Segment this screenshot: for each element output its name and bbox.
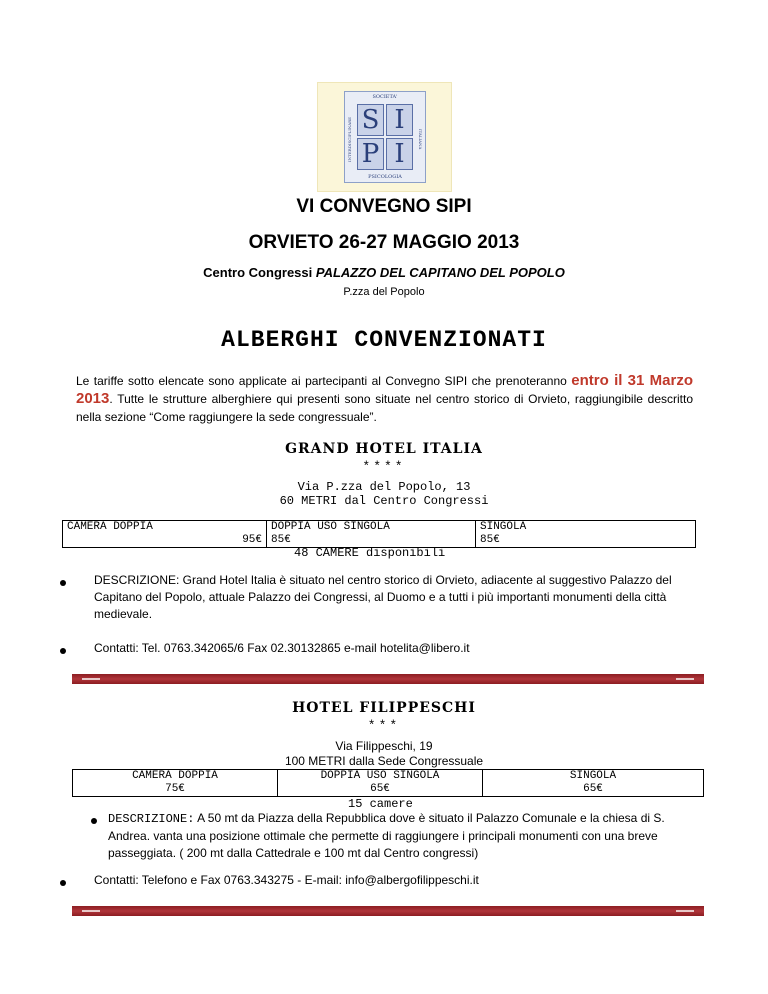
bullet-icon <box>91 818 97 824</box>
venue-prefix: Centro Congressi <box>203 265 313 280</box>
rate-cell <box>63 521 267 548</box>
room-type: CAMERA DOPPIA <box>67 521 153 533</box>
room-price: 95€ <box>242 534 262 546</box>
logo-bottom-text: PSICOLOGIA <box>368 174 402 180</box>
venue-name: PALAZZO DEL CAPITANO DEL POPOLO <box>315 265 565 280</box>
deadline-highlight: entro il 31 Marzo 2013 <box>76 372 693 407</box>
bullet-icon <box>60 580 66 586</box>
venue-line <box>0 265 768 280</box>
description-text: A 50 mt da Piazza della Repubblica dove è situato il Palazzo Comunale e la chiesa di S. Andrea. vanta una posizione ottimale che permette di raggiungere i principali monumenti con una breve passeggiata. ( 200 mt dalla Cattedrale e 100 mt dal Centro congressi) <box>108 811 665 860</box>
section-divider <box>72 906 704 916</box>
rate-cell <box>73 770 278 797</box>
rooms-available: 48 CAMERE disponibili <box>294 546 446 560</box>
room-type: SINGOLA <box>480 521 527 533</box>
intro-paragraph <box>76 372 693 426</box>
room-price: 85€ <box>271 534 291 546</box>
rates-table <box>72 769 704 797</box>
room-price: 75€ <box>165 783 185 795</box>
rate-cell <box>267 521 476 548</box>
logo-letter: P <box>357 138 384 170</box>
hotel-description: DESCRIZIONE: Grand Hotel Italia è situato nel centro storico di Orvieto, adiacente al suggestivo Palazzo del Capitano del Popolo, attuale Palazzo dei Congressi, al Duomo e a tutti i più importanti monumenti della città medievale. <box>94 573 672 621</box>
rates-table <box>62 520 696 548</box>
hotel-stars: **** <box>362 459 406 474</box>
description-label: DESCRIZIONE: <box>108 812 195 826</box>
logo-emblem <box>344 91 426 183</box>
logo-letter: I <box>386 104 413 136</box>
room-price: 65€ <box>583 783 603 795</box>
rooms-available: 15 camere <box>348 797 413 811</box>
logo-top-text: SOCIETA' <box>372 94 398 100</box>
rate-cell <box>476 521 696 548</box>
venue-address: P.zza del Popolo <box>343 286 425 298</box>
section-divider <box>72 674 704 684</box>
room-type: SINGOLA <box>569 770 617 782</box>
convention-title: VI CONVEGNO SIPI <box>296 196 472 217</box>
room-price: 65€ <box>370 783 390 795</box>
room-type: DOPPIA USO SINGOLA <box>271 521 390 533</box>
hotel-distance: 60 METRI dal Centro Congressi <box>279 494 489 508</box>
bullet-icon <box>60 648 66 654</box>
hotel-description <box>108 810 706 862</box>
hotel-stars: *** <box>367 718 401 733</box>
sipi-logo <box>317 82 452 192</box>
logo-left-text: INTERDISCIPLINARE <box>347 116 352 162</box>
convention-dates: ORVIETO 26-27 MAGGIO 2013 <box>248 232 520 253</box>
intro-text-end: . Tutte le strutture alberghiere qui presenti sono situate nel centro storico di Orvieto, raggiungibile descritto nella sezione “Come raggiungere la sede congressuale”. <box>76 392 693 424</box>
logo-letter: S <box>357 104 384 136</box>
hotel-address: Via Filippeschi, 19 <box>335 739 433 753</box>
rate-cell <box>278 770 483 797</box>
room-type: CAMERA DOPPIA <box>132 770 218 782</box>
hotel-name: HOTEL FILIPPESCHI <box>292 700 476 716</box>
hotel-distance: 100 METRI dalla Sede Congressuale <box>284 754 484 768</box>
bullet-icon <box>60 880 66 886</box>
rate-cell <box>483 770 704 797</box>
hotel-name: GRAND HOTEL ITALIA <box>285 441 483 457</box>
page-title: ALBERGHI CONVENZIONATI <box>221 327 547 353</box>
hotel-contacts: Contatti: Tel. 0763.342065/6 Fax 02.30132865 e-mail hotelita@libero.it <box>94 641 470 655</box>
room-type: DOPPIA USO SINGOLA <box>320 770 440 782</box>
room-price: 85€ <box>480 534 500 546</box>
hotel-contacts: Contatti: Telefono e Fax 0763.343275 - E-mail: info@albergofilippeschi.it <box>94 873 479 887</box>
intro-text: Le tariffe sotto elencate sono applicate ai partecipanti al Convegno SIPI che prenoteranno <box>76 374 567 388</box>
hotel-address: Via P.zza del Popolo, 13 <box>297 480 471 494</box>
logo-letters <box>357 104 413 170</box>
logo-letter: I <box>386 138 413 170</box>
logo-right-text: ITALIANA <box>418 128 423 150</box>
